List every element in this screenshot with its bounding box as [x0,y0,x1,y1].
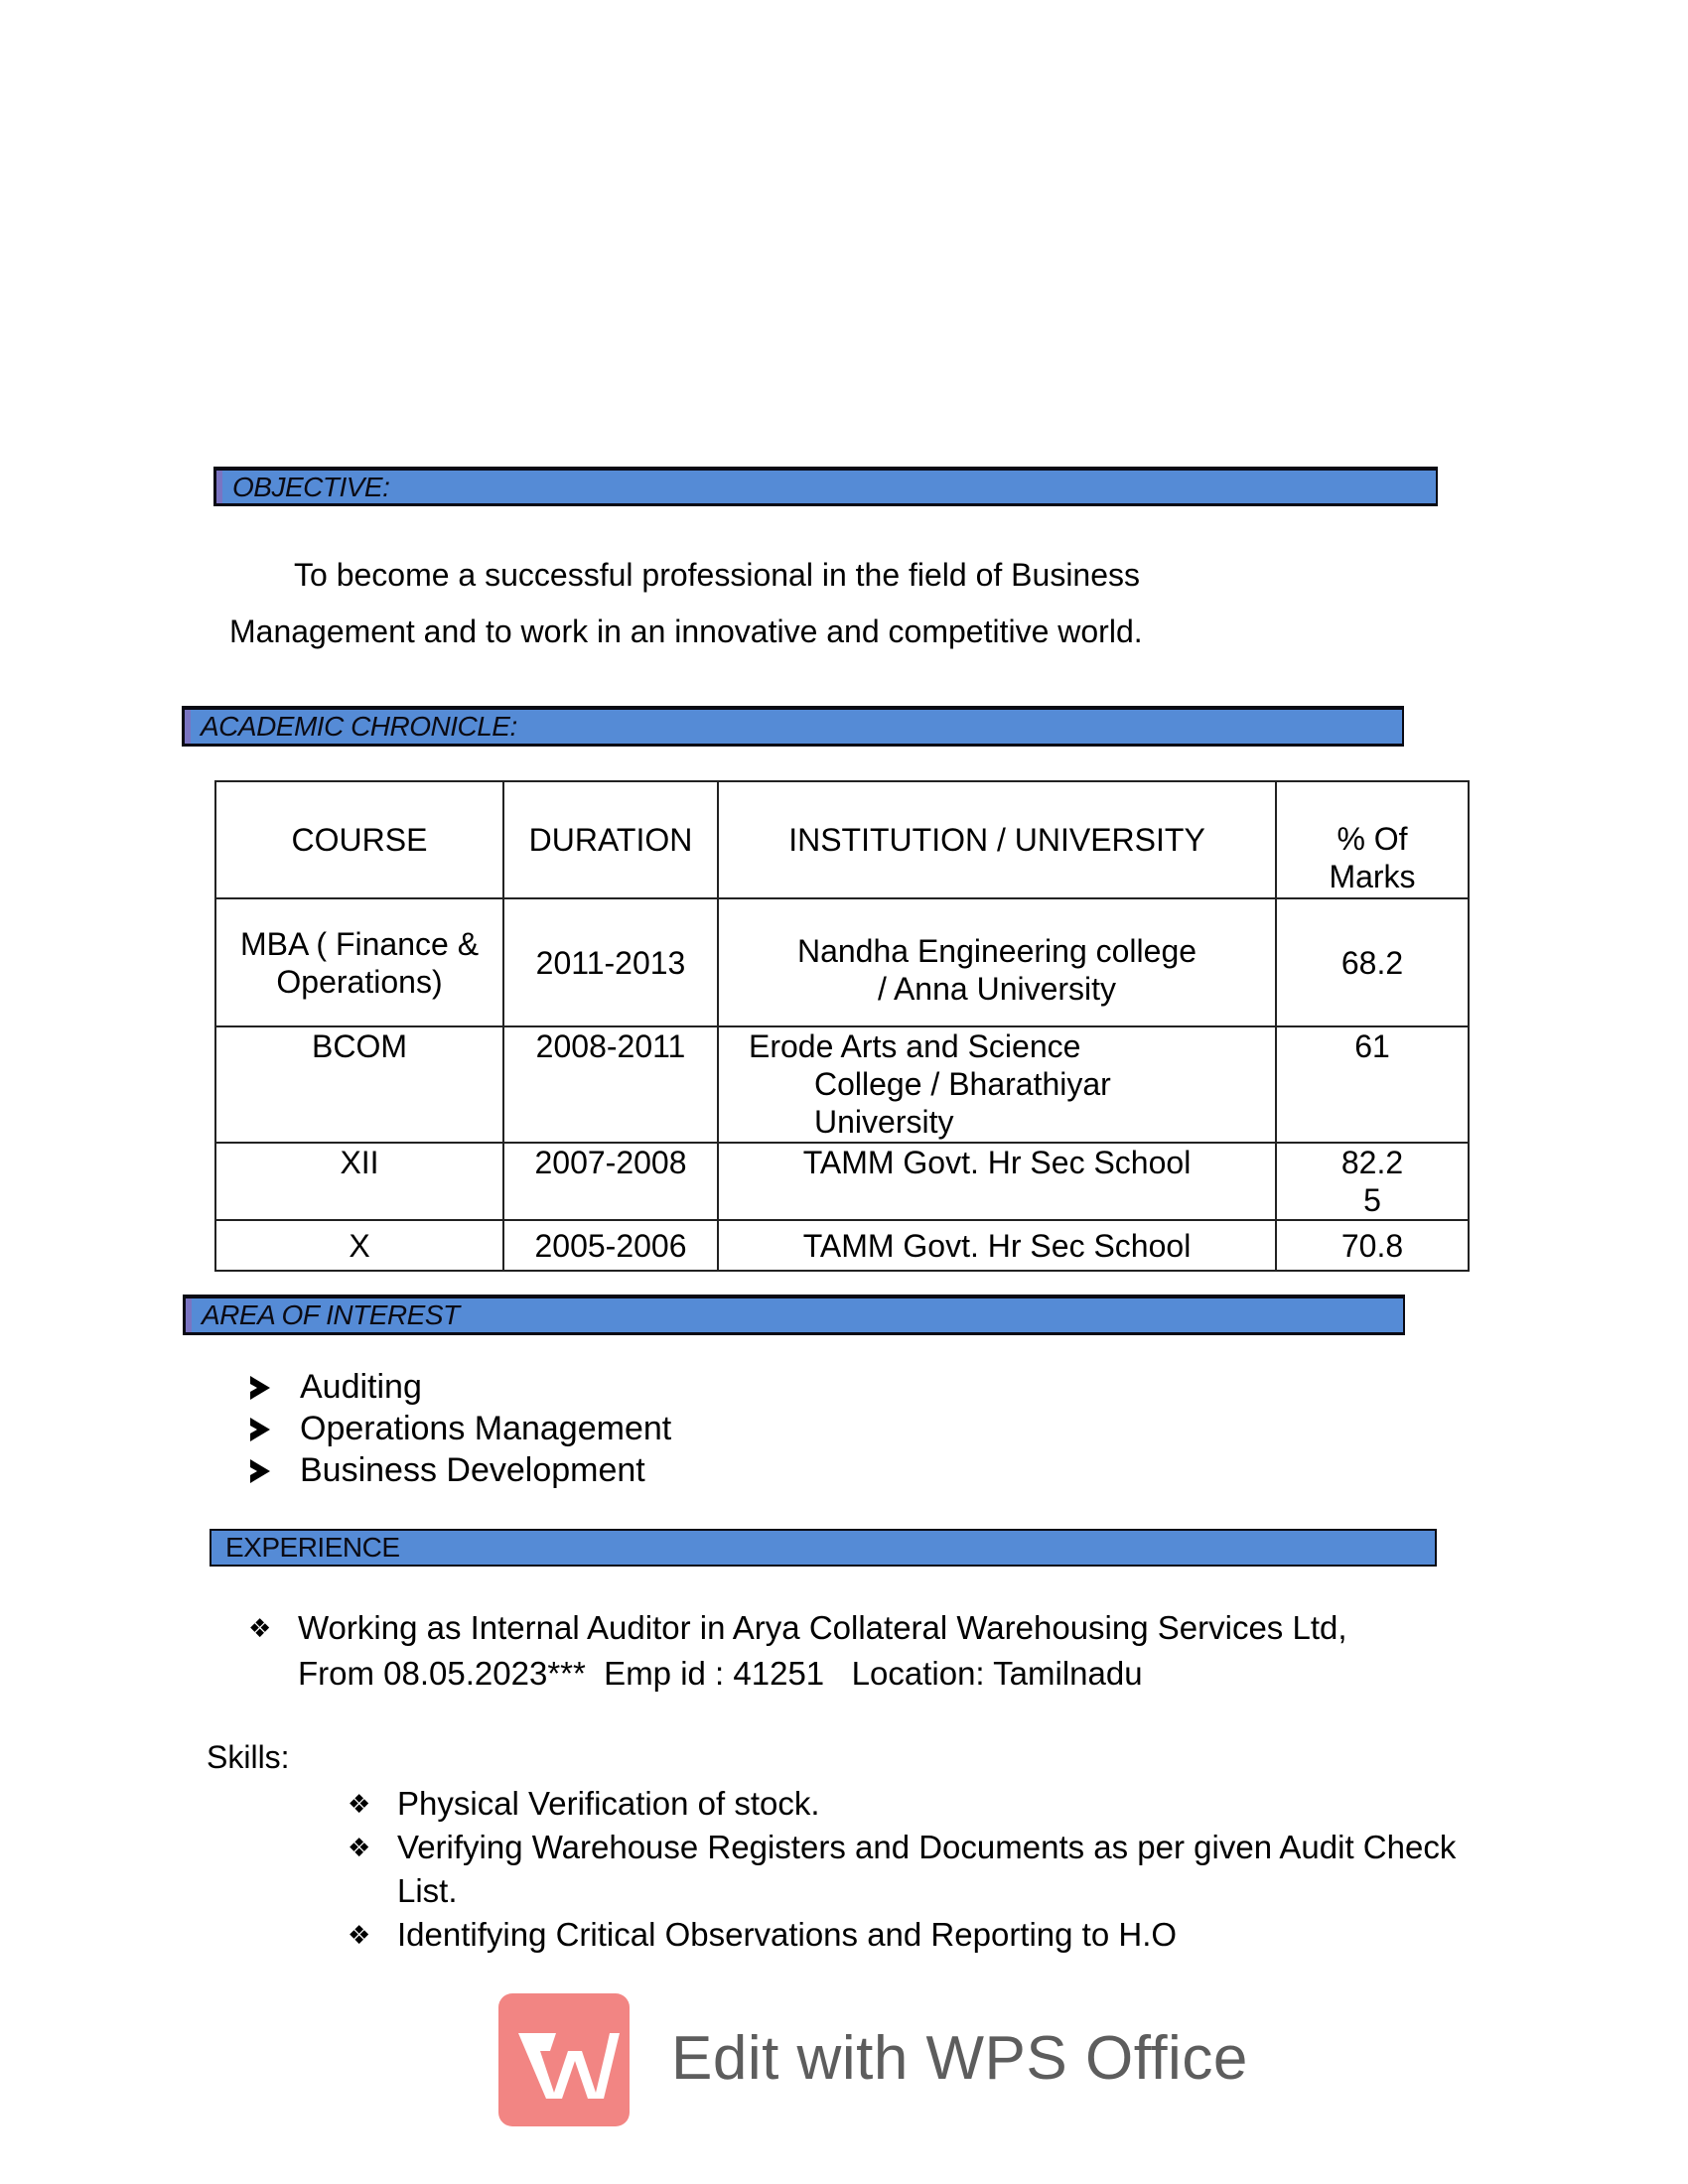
arrow-bullet-icon [250,1418,270,1441]
experience-heading: EXPERIENCE [225,1532,400,1563]
header-duration: DURATION [503,781,718,898]
header-institution: INSTITUTION / UNIVERSITY [718,781,1276,898]
cell-marks [1276,1143,1469,1220]
course-line-1: MBA ( Finance & [239,925,480,962]
skill-item-label: Identifying Critical Observations and Reporting to H.O [397,1916,1178,1953]
cell-institution: TAMM Govt. Hr Sec School [718,1220,1276,1271]
table-row [215,1026,1469,1143]
skill-item-label: Physical Verification of stock. [397,1785,820,1822]
list-item [348,1826,1489,1913]
list-item [250,1408,671,1449]
cell-course: BCOM [215,1026,503,1143]
table-header-row [215,781,1469,898]
institution-line-2: / Anna University [877,970,1117,1007]
skills-label: Skills: [207,1739,290,1775]
table-row [215,898,1469,1026]
cell-institution [718,1026,1276,1143]
interest-list [250,1366,671,1491]
list-item [250,1366,671,1408]
academic-table [214,780,1470,1272]
institution-line-2: College / Bharathiyar [814,1066,1111,1102]
institution-line-1: Nandha Engineering college [796,932,1197,969]
marks-line-1: 82.2 [1340,1145,1404,1180]
header-marks-line-2: Marks [1329,859,1416,894]
cell-duration: 2008-2011 [503,1026,718,1143]
interest-heading-bar [183,1295,1405,1335]
diamond-bullet-icon: ❖ [348,1789,371,1819]
wps-logo-icon [498,1993,630,2126]
cell-duration: 2007-2008 [503,1143,718,1220]
institution-line-3: University [814,1104,954,1140]
cell-duration: 2005-2006 [503,1220,718,1271]
skills-list [348,1782,1489,1957]
experience-heading-bar [210,1529,1437,1567]
interest-item-label: Auditing [300,1368,422,1406]
objective-heading-bar [213,467,1438,506]
experience-entry [248,1605,1347,1697]
list-item [348,1913,1489,1957]
table-row [215,1143,1469,1220]
arrow-bullet-icon [250,1459,270,1483]
interest-item-label: Operations Management [300,1410,672,1447]
institution-line-1: Erode Arts and Science [749,1028,1081,1064]
cell-institution: TAMM Govt. Hr Sec School [718,1143,1276,1220]
objective-heading: OBJECTIVE: [232,471,390,502]
wps-watermark-text: Edit with WPS Office [671,2024,1248,2093]
cell-course: XII [215,1143,503,1220]
diamond-bullet-icon: ❖ [348,1833,371,1862]
header-marks-line-1: % Of [1336,821,1408,857]
cell-marks: 61 [1276,1026,1469,1143]
cell-duration: 2011-2013 [503,898,718,1026]
header-marks [1276,781,1469,898]
marks-line-2: 5 [1363,1182,1381,1218]
cell-marks: 70.8 [1276,1220,1469,1271]
objective-line-1: To become a successful professional in the field of Business [294,557,1141,593]
cell-course [215,898,503,1026]
cell-course: X [215,1220,503,1271]
experience-line-1: Working as Internal Auditor in Arya Collateral Warehousing Services Ltd, [298,1609,1347,1646]
academic-heading: ACADEMIC CHRONICLE: [201,711,517,742]
cell-marks: 68.2 [1276,898,1469,1026]
arrow-bullet-icon [250,1376,270,1400]
diamond-bullet-icon: ❖ [348,1920,371,1950]
list-item [348,1782,1489,1826]
interest-heading: AREA OF INTEREST [202,1299,460,1330]
course-line-2: Operations) [276,963,443,1000]
objective-line-2: Management and to work in an innovative and competitive world. [229,614,1143,649]
experience-line-2: From 08.05.2023*** Emp id : 41251 Location: Tamilnadu [298,1655,1143,1692]
list-item [250,1449,671,1491]
table-row [215,1220,1469,1271]
academic-heading-bar [182,706,1404,747]
skill-item-label: Verifying Warehouse Registers and Documents as per given Audit Check List. [397,1829,1457,1909]
diamond-bullet-icon: ❖ [248,1613,272,1643]
header-course: COURSE [215,781,503,898]
cell-institution [718,898,1276,1026]
interest-item-label: Business Development [300,1451,645,1489]
